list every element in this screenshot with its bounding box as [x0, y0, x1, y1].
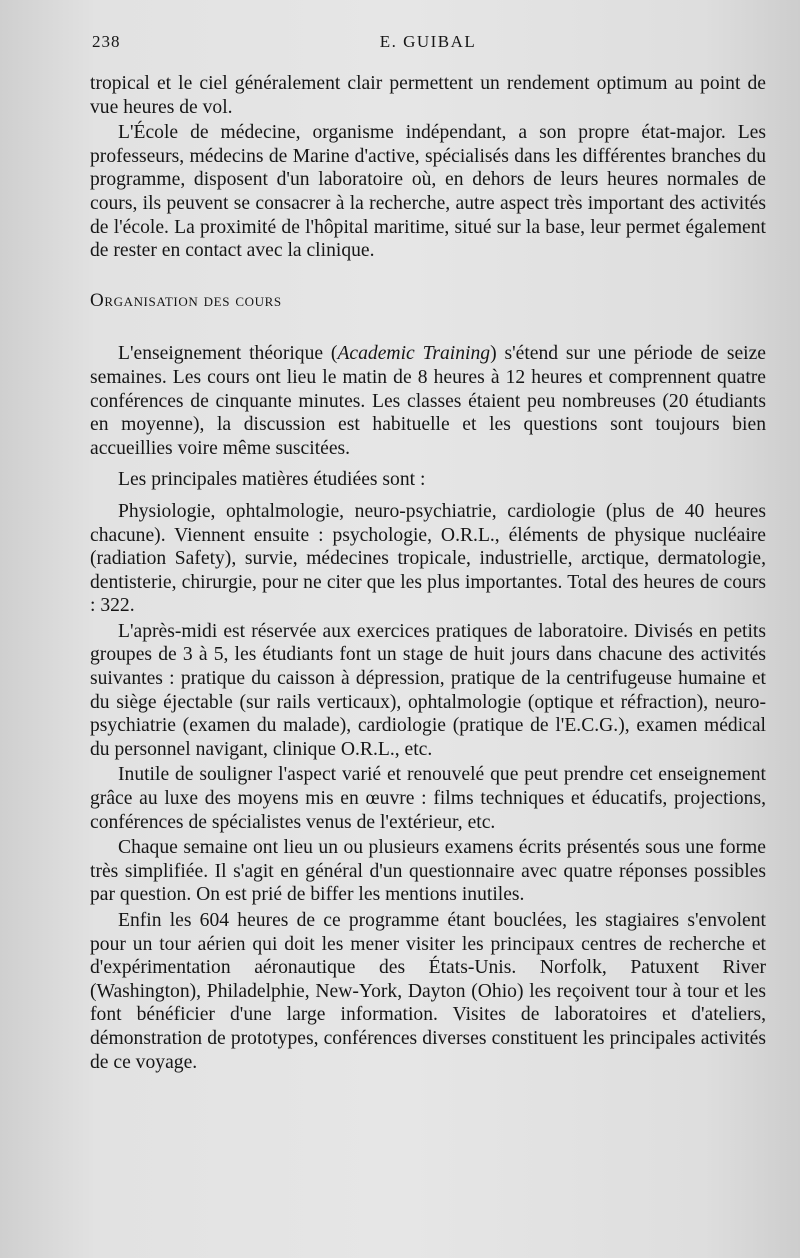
section-heading: Organisation des cours	[90, 289, 282, 311]
p3-text-after: ) s'étend sur une période de seize semaines. Les cours ont lieu le matin de 8 heures à 12 heures et comprennent quatre conférences de cinquante minutes. Les classes étaient peu nombreuses (20 étudiants en moyenne), la discussion est habituelle et les questions sont toujours bien accueillies voire même suscitées.	[90, 343, 766, 459]
body-text	[90, 72, 766, 1074]
paragraph-enseignement-theorique	[90, 342, 766, 460]
paragraph-aspect-varie: Inutile de souligner l'aspect varié et renouvelé que peut prendre cet enseignement grâce au luxe des moyens mis en œuvre : films techniques et éducatifs, projections, conférences de spécialistes venus de l'extérieur, etc.	[90, 764, 766, 833]
paragraph-matieres-liste: Physiologie, ophtalmologie, neuro-psychiatrie, cardiologie (plus de 40 heures chacune). Viennent ensuite : psychologie, O.R.L., éléments de physique nucléaire (radiation Safety), survie, médecines tropicale, industrielle, arctique, dermatologie, dentisterie, chirurgie, pour ne citer que les plus importantes. Total des heures de cours : 322.	[90, 500, 766, 617]
paragraph-tour-aerien: Enfin les 604 heures de ce programme étant bouclées, les stagiaires s'envolent pour un tour aérien qui doit les mener visiter les principaux centres de recherche et d'expérimentation aéronautique des États-Unis. Norfolk, Patuxent River (Washington), Philadelphie, New-York, Dayton (Ohio) les reçoivent tour à tour et les font bénéficier d'une large information. Visites de laboratoires et d'ateliers, démonstration de prototypes, conférences diverses constituent les principales activités de ce voyage.	[90, 910, 766, 1073]
paragraph-matieres-intro: Les principales matières étudiées sont :	[118, 469, 426, 491]
paragraph-ecole-medecine: L'École de médecine, organisme indépendant, a son propre état-major. Les professeurs, médecins de Marine d'active, spécialisés dans les différentes branches du programme, disposent d'un laboratoire où, en dehors de leurs heures normales de cours, ils peuvent se consacrer à la recherche, autre aspect très important des activités de l'école. La proximité de l'hôpital maritime, situé sur la base, leur permet également de rester en contact avec la clinique.	[90, 122, 766, 262]
paragraph-apres-midi: L'après-midi est réservée aux exercices pratiques de laboratoire. Divisés en petits groupes de 3 à 5, les étudiants font un stage de huit jours dans chacune des activités suivantes : pratique du caisson à dépression, pratique de la centrifugeuse humaine et du siège éjectable (sur rails verticaux), ophtalmologie (optique et réfraction), neuro-psychiatrie (examen du malade), cardiologie (pratique de l'E.C.G.), examen médical du personnel navigant, clinique O.R.L., etc.	[90, 620, 766, 760]
running-head-author: E. GUIBAL	[379, 32, 477, 51]
p3-italic-term: Academic Training	[337, 343, 491, 365]
page-number: 238	[92, 32, 121, 51]
paragraph-continuation: tropical et le ciel généralement clair permettent un rendement optimum au point de vue heures de vol.	[90, 73, 766, 118]
p3-text-before: L'enseignement théorique (	[118, 343, 338, 365]
running-head	[92, 32, 764, 58]
paragraph-examens: Chaque semaine ont lieu un ou plusieurs examens écrits présentés sous une forme très simplifiée. Il s'agit en général d'un questionnaire avec quatre réponses possibles par question. On est prié de biffer les mentions inutiles.	[90, 837, 766, 906]
